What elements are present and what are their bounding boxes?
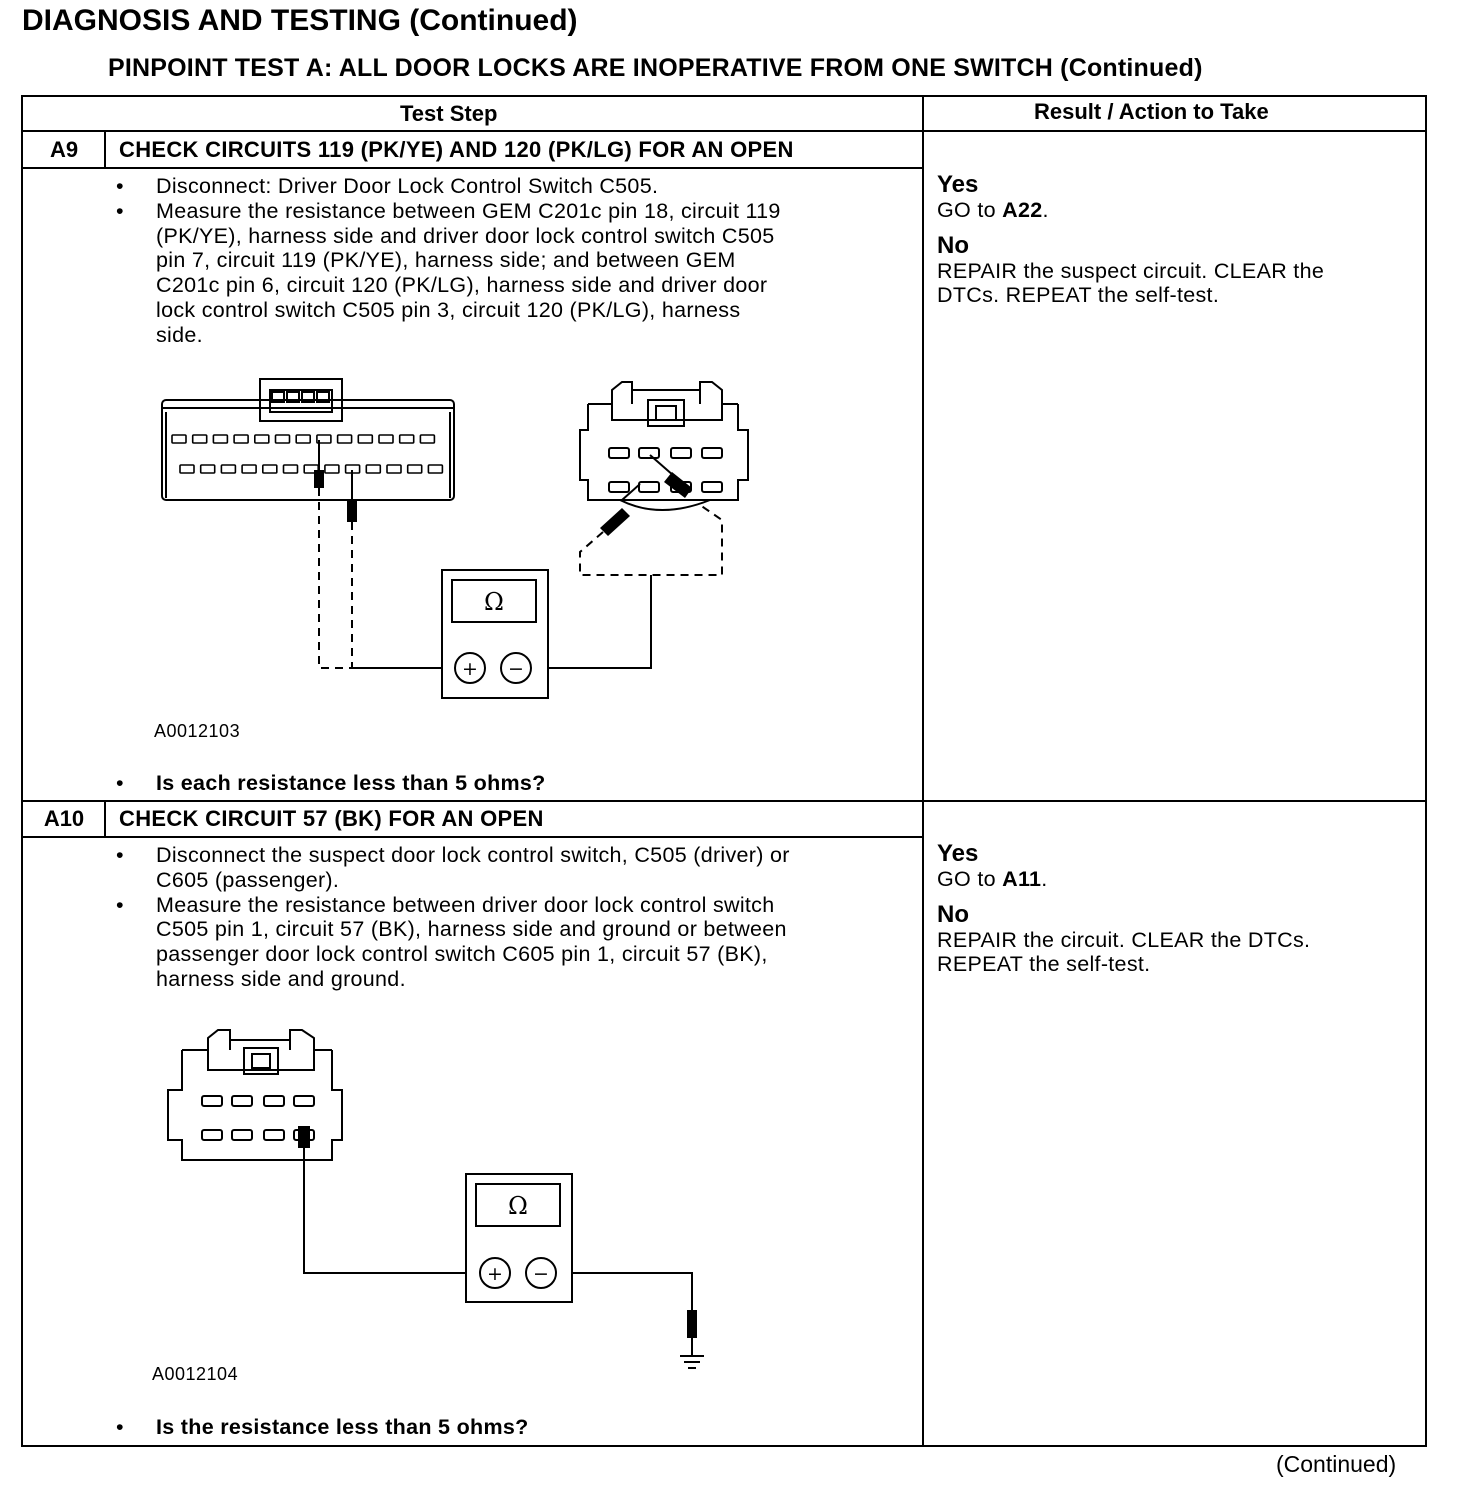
step-id: A10 — [43, 806, 85, 831]
connector-pin — [242, 465, 256, 473]
connector-pin — [255, 435, 269, 443]
plus-terminal: + — [487, 1263, 503, 1285]
result-yes-action: GO to A11. — [937, 867, 1048, 891]
step-id: A9 — [49, 137, 79, 162]
figure-id: A0012104 — [152, 1364, 239, 1384]
result-no-label: No — [937, 231, 969, 259]
connector-pin — [284, 465, 298, 473]
result-no-action: REPAIR the suspect circuit. CLEAR the DTCs. REPEAT the self-test. — [937, 258, 1325, 307]
connector-pin — [201, 465, 215, 473]
connector-pin — [387, 465, 401, 473]
step-instructions — [116, 174, 781, 348]
connector-pin — [213, 435, 227, 443]
connector-pin — [408, 465, 422, 473]
plus-terminal: + — [462, 658, 478, 680]
instruction-item: • Disconnect: Driver Door Lock Control Switch C505. — [116, 174, 781, 199]
connector-pin — [338, 435, 352, 443]
connector-pin — [296, 435, 310, 443]
wiring-diagram-a9 — [150, 370, 770, 710]
connector-pin — [366, 465, 380, 473]
connector-pin — [180, 465, 194, 473]
result-no-label: No — [937, 900, 969, 928]
step-question: • Is each resistance less than 5 ohms? — [116, 771, 546, 795]
instruction-item: • Measure the resistance between driver door lock control switch C505 pin 1, circuit 57 (BK), harness side and ground or between passenger door lock control switch C605 pin 1, circuit 57 (BK), harness side and ground. — [116, 893, 790, 992]
connector-pin — [325, 465, 339, 473]
step-title: CHECK CIRCUITS 119 (PK/YE) AND 120 (PK/LG) FOR AN OPEN — [119, 137, 794, 162]
instruction-item: • Disconnect the suspect door lock control switch, C505 (driver) or C605 (passenger). — [116, 843, 790, 893]
result-no-action: REPAIR the circuit. CLEAR the DTCs. REPEAT the self-test. — [937, 927, 1311, 976]
minus-terminal: − — [533, 1263, 549, 1285]
goto-link-a22[interactable]: A22 — [1002, 198, 1043, 222]
column-header-result: Result / Action to Take — [1034, 99, 1269, 124]
column-header-test-step: Test Step — [400, 101, 498, 126]
page-title: DIAGNOSIS AND TESTING (Continued) — [22, 4, 578, 37]
connector-pin — [221, 465, 235, 473]
instruction-item: • Measure the resistance between GEM C201c pin 18, circuit 119 (PK/YE), harness side and driver door lock control switch C505 pin 7, circuit 119 (PK/YE), harness side; and between GEM C201c pin 6, circuit 120 (PK/LG), harness side and driver door lock control switch C505 pin 3, circuit 120 (PK/LG), harness side. — [116, 199, 781, 348]
figure-id: A0012103 — [154, 721, 241, 741]
wiring-diagram-a10 — [160, 1020, 720, 1380]
connector-pin — [428, 465, 442, 473]
connector-pin — [263, 465, 277, 473]
connector-pin — [172, 435, 186, 443]
connector-pin — [400, 435, 414, 443]
ohm-symbol: Ω — [484, 588, 504, 616]
connector-pin — [276, 435, 290, 443]
goto-link-a11[interactable]: A11 — [1002, 867, 1042, 891]
connector-pin — [234, 435, 248, 443]
connector-pin — [358, 435, 372, 443]
result-yes-label: Yes — [937, 171, 979, 198]
result-yes-action: GO to A22. — [937, 198, 1049, 222]
ohm-symbol: Ω — [508, 1192, 528, 1220]
result-yes-label: Yes — [937, 840, 979, 867]
pinpoint-test-title: PINPOINT TEST A: ALL DOOR LOCKS ARE INOPERATIVE FROM ONE SWITCH (Continued) — [108, 54, 1203, 82]
connector-pin — [193, 435, 207, 443]
result-a9 — [937, 172, 1324, 308]
step-title: CHECK CIRCUIT 57 (BK) FOR AN OPEN — [119, 806, 544, 831]
step-question: • Is the resistance less than 5 ohms? — [116, 1415, 529, 1439]
continued-note: (Continued) — [1276, 1451, 1397, 1477]
connector-pin — [420, 435, 434, 443]
result-a10 — [937, 841, 1310, 977]
connector-pin — [379, 435, 393, 443]
step-instructions — [116, 843, 790, 992]
minus-terminal: − — [508, 658, 524, 680]
